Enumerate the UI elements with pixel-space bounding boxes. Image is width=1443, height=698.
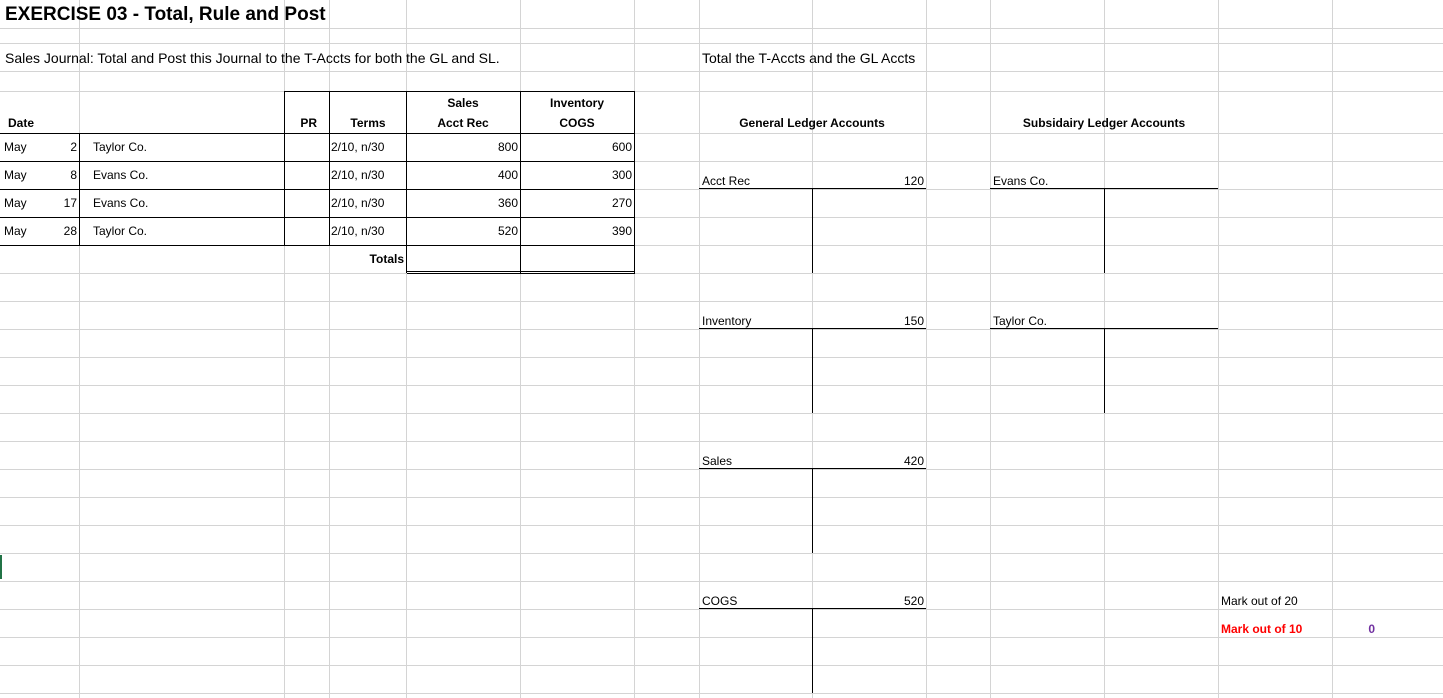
row-cogs-amount: 270 — [611, 196, 632, 210]
active-row-marker — [0, 555, 2, 579]
journal-col-border — [284, 91, 285, 245]
journal-row-rule — [0, 161, 635, 162]
sales-total-cell[interactable] — [407, 246, 520, 272]
col-header-pr: PR — [300, 116, 317, 130]
totals-double-rule — [407, 273, 635, 274]
journal-row-rule — [0, 189, 635, 190]
col-header-terms: Terms — [350, 116, 386, 130]
row-sales-amount: 520 — [497, 224, 518, 238]
row-sales-amount: 800 — [497, 140, 518, 154]
journal-col-border — [329, 91, 330, 245]
journal-header-bottom-rule — [0, 133, 635, 134]
journal-col-border — [634, 91, 635, 273]
row-month: May — [4, 168, 27, 182]
row-day: 2 — [70, 140, 77, 154]
journal-header-top-rule — [284, 91, 635, 92]
mark-value: 0 — [1368, 622, 1375, 636]
col-header-date: Date — [8, 116, 35, 130]
col-header-inventory-line1: Inventory — [549, 96, 605, 110]
t-account-divider — [812, 329, 813, 413]
row-month: May — [4, 196, 27, 210]
totals-double-rule — [407, 271, 635, 272]
t-account-divider — [812, 609, 813, 693]
cogs-total-cell[interactable] — [521, 246, 634, 272]
mark-out-of-10-label: Mark out of 10 — [1221, 622, 1303, 636]
col-header-sales-line2: Acct Rec — [437, 116, 489, 130]
general-ledger-heading: General Ledger Accounts — [739, 116, 885, 130]
row-day: 17 — [63, 196, 77, 210]
col-header-sales-line1: Sales — [447, 96, 479, 110]
row-terms: 2/10, n/30 — [331, 140, 385, 154]
account-number: 420 — [903, 454, 924, 468]
row-day: 8 — [70, 168, 77, 182]
row-day: 28 — [63, 224, 77, 238]
row-terms: 2/10, n/30 — [331, 196, 385, 210]
account-number: 120 — [903, 174, 924, 188]
journal-row-rule — [0, 217, 635, 218]
col-header-inventory-line2: COGS — [559, 116, 595, 130]
account-number: 520 — [903, 594, 924, 608]
page-title: EXERCISE 03 - Total, Rule and Post — [5, 4, 326, 25]
tacct-instructions: Total the T-Accts and the GL Accts — [702, 50, 916, 66]
row-customer: Evans Co. — [93, 196, 149, 210]
account-name: Sales — [702, 454, 733, 468]
row-customer: Evans Co. — [93, 168, 149, 182]
journal-col-border — [520, 91, 521, 273]
t-account-divider — [812, 189, 813, 273]
t-account-divider — [1104, 189, 1105, 273]
subsidiary-ledger-heading: Subsidairy Ledger Accounts — [1022, 116, 1186, 130]
journal-row-rule — [0, 245, 635, 246]
row-sales-amount: 400 — [497, 168, 518, 182]
row-cogs-amount: 390 — [611, 224, 632, 238]
totals-label: Totals — [369, 252, 404, 266]
row-sales-amount: 360 — [497, 196, 518, 210]
account-name: COGS — [702, 594, 738, 608]
journal-col-border — [79, 133, 80, 245]
row-terms: 2/10, n/30 — [331, 168, 385, 182]
row-cogs-amount: 300 — [611, 168, 632, 182]
row-customer: Taylor Co. — [93, 140, 148, 154]
journal-col-border — [406, 91, 407, 273]
mark-out-of-20-label: Mark out of 20 — [1221, 594, 1298, 608]
t-account-divider — [812, 469, 813, 553]
row-customer: Taylor Co. — [93, 224, 148, 238]
journal-instructions: Sales Journal: Total and Post this Journal to the T-Accts for both the GL and SL. — [5, 50, 500, 66]
account-name: Evans Co. — [993, 174, 1049, 188]
row-month: May — [4, 224, 27, 238]
account-name: Inventory — [702, 314, 752, 328]
row-month: May — [4, 140, 27, 154]
row-cogs-amount: 600 — [611, 140, 632, 154]
account-name: Acct Rec — [702, 174, 751, 188]
account-number: 150 — [903, 314, 924, 328]
row-terms: 2/10, n/30 — [331, 224, 385, 238]
t-account-divider — [1104, 329, 1105, 413]
account-name: Taylor Co. — [993, 314, 1048, 328]
